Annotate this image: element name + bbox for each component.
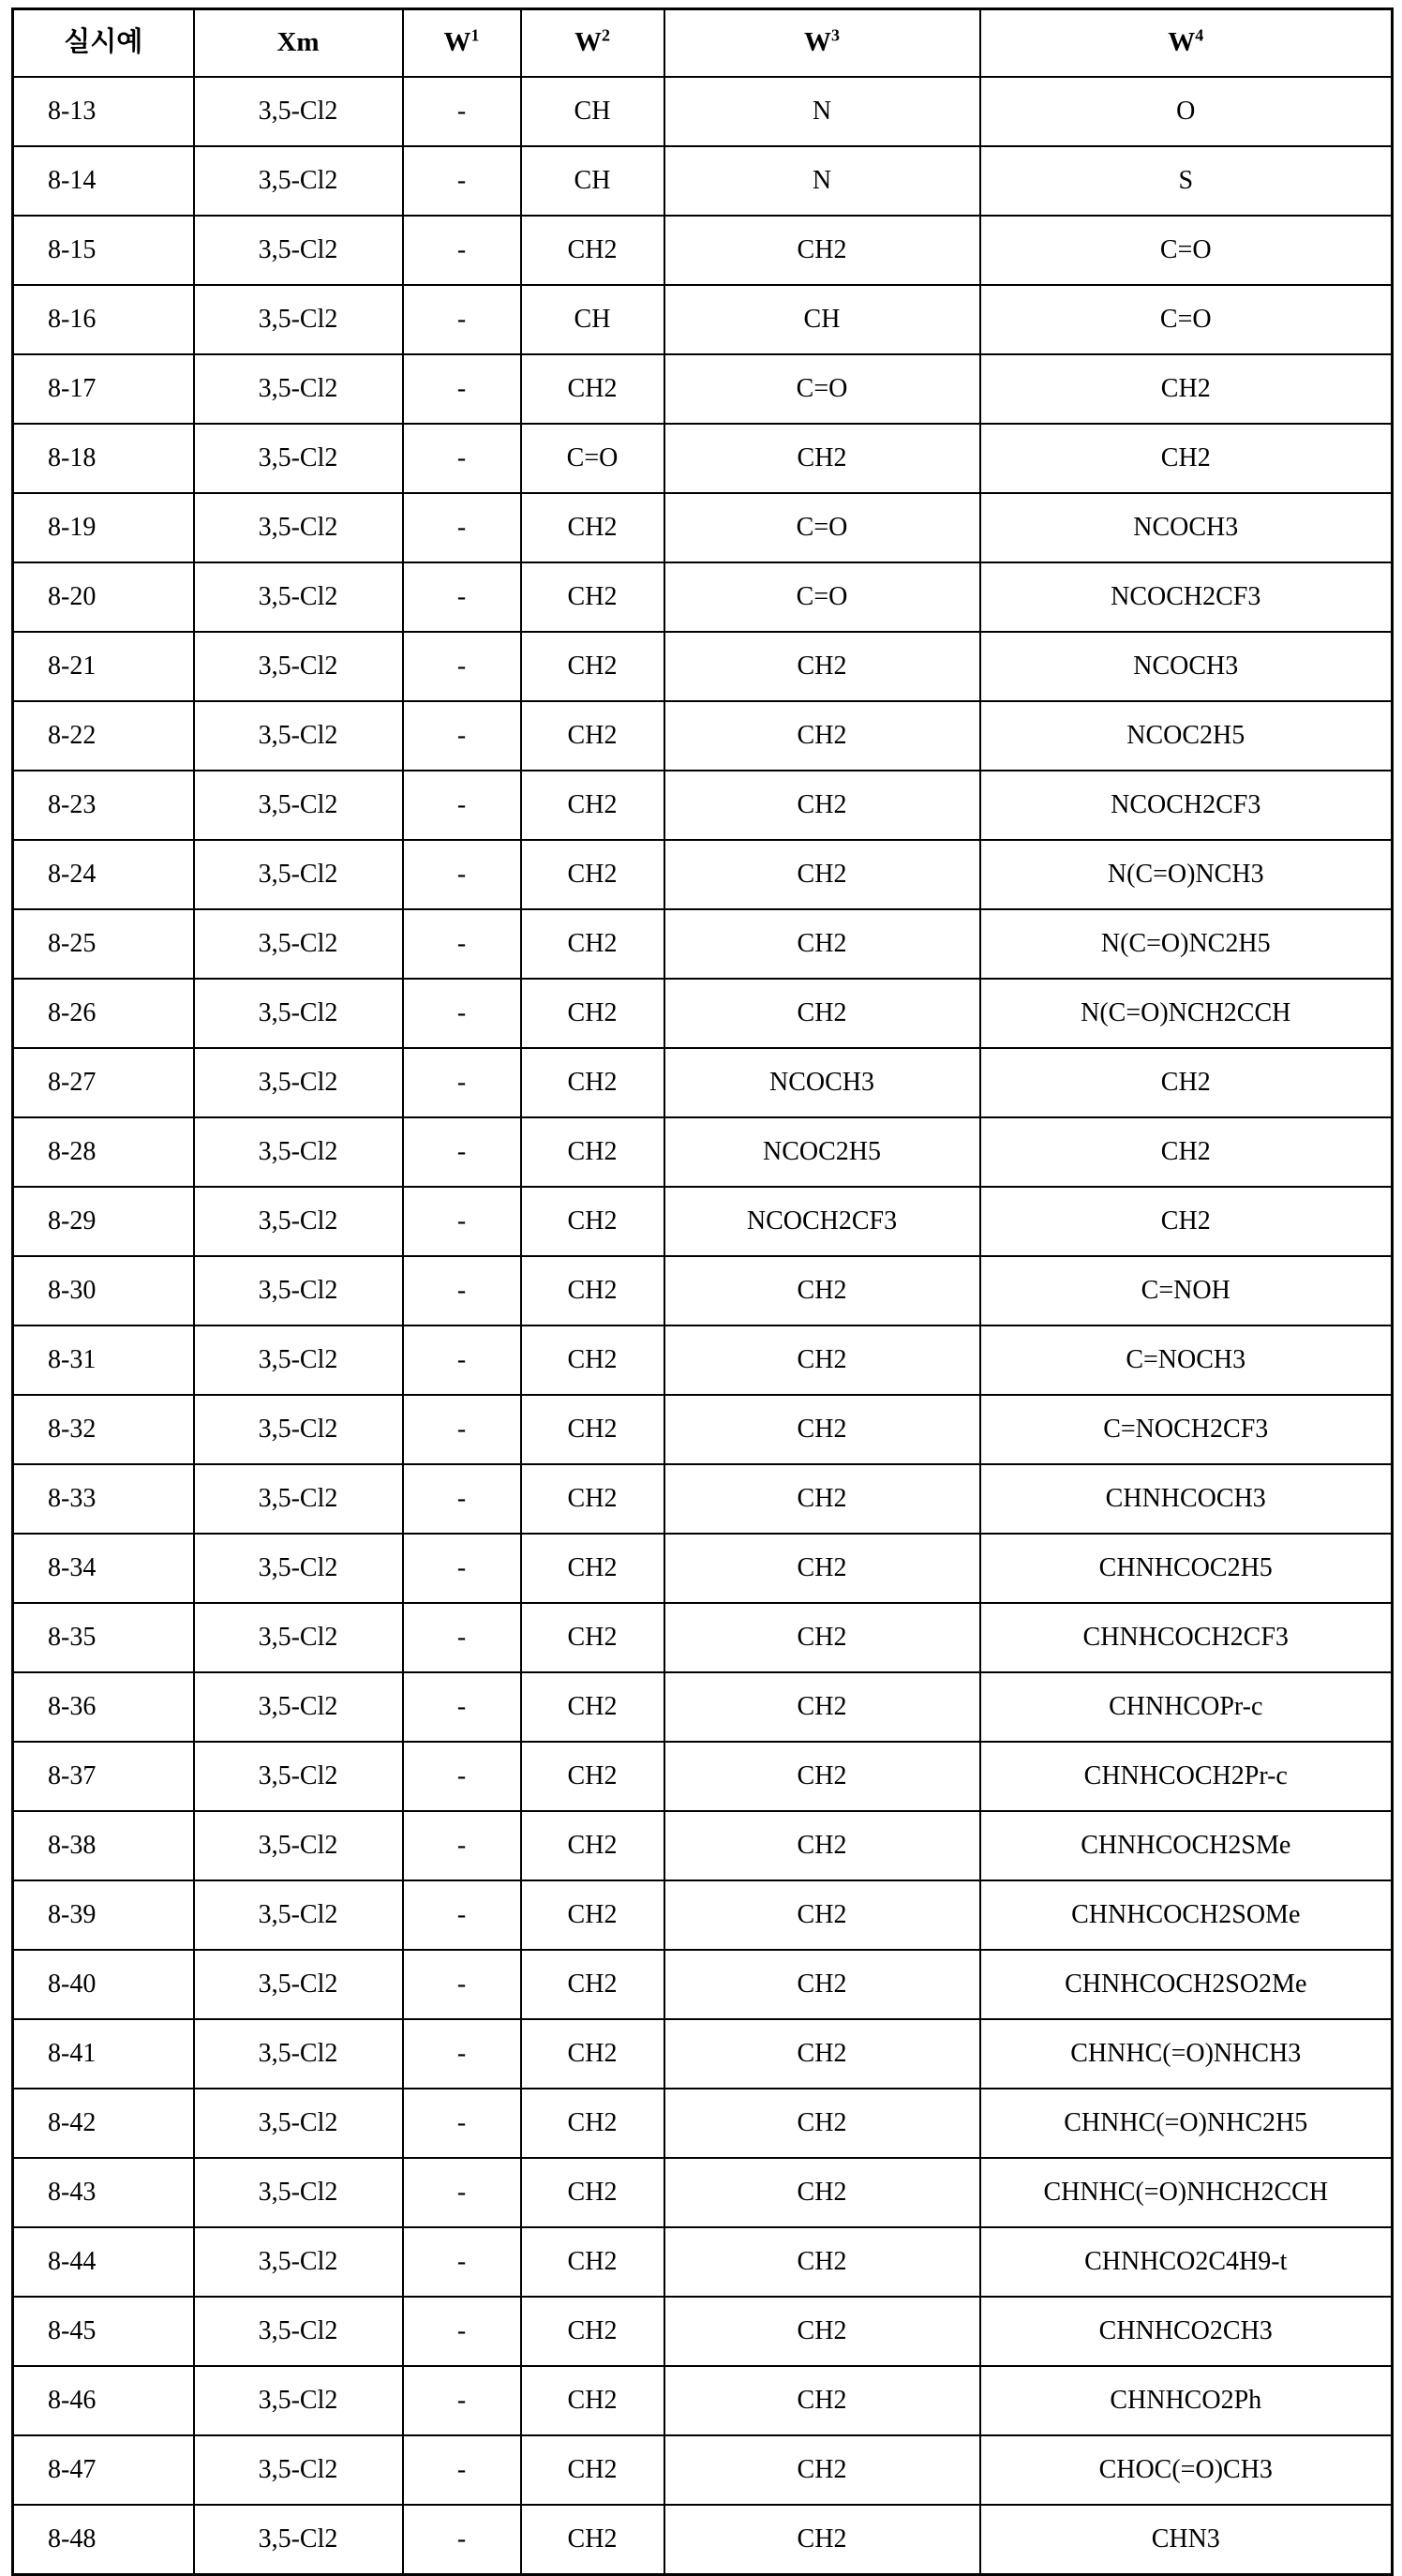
cell-xm: 3,5-Cl2 <box>194 493 403 562</box>
cell-w4: CHNHCO2Ph <box>980 2366 1393 2435</box>
cell-example: 8-31 <box>13 1325 194 1395</box>
cell-w2: CH2 <box>521 1534 664 1603</box>
col-header-w2 <box>521 9 664 78</box>
cell-w3: CH2 <box>664 1603 980 1672</box>
cell-example: 8-37 <box>13 1742 194 1811</box>
cell-w1: - <box>403 2227 521 2297</box>
cell-w1: - <box>403 1742 521 1811</box>
cell-w4: N(C=O)NC2H5 <box>980 909 1393 979</box>
table-row <box>13 1534 1393 1603</box>
cell-xm: 3,5-Cl2 <box>194 771 403 840</box>
cell-w1: - <box>403 562 521 632</box>
cell-w2: CH2 <box>521 771 664 840</box>
cell-w3: CH2 <box>664 216 980 285</box>
cell-xm: 3,5-Cl2 <box>194 1811 403 1880</box>
cell-w2: CH2 <box>521 2435 664 2505</box>
cell-w4: CHNHCOCH2SO2Me <box>980 1950 1393 2019</box>
cell-w2: CH2 <box>521 1187 664 1256</box>
cell-w4: NCOCH3 <box>980 632 1393 701</box>
cell-w2: CH2 <box>521 979 664 1048</box>
cell-w3: CH2 <box>664 1880 980 1950</box>
cell-xm: 3,5-Cl2 <box>194 2297 403 2366</box>
cell-w2: CH2 <box>521 2505 664 2575</box>
cell-xm: 3,5-Cl2 <box>194 701 403 771</box>
cell-xm: 3,5-Cl2 <box>194 285 403 354</box>
table-row <box>13 2158 1393 2227</box>
cell-w4: CHNHCOC2H5 <box>980 1534 1393 1603</box>
table-row <box>13 979 1393 1048</box>
cell-w3: CH2 <box>664 1395 980 1464</box>
cell-w2: CH <box>521 285 664 354</box>
cell-xm: 3,5-Cl2 <box>194 216 403 285</box>
cell-example: 8-25 <box>13 909 194 979</box>
cell-w2: CH2 <box>521 1048 664 1117</box>
cell-xm: 3,5-Cl2 <box>194 909 403 979</box>
cell-w3: CH2 <box>664 840 980 909</box>
cell-xm: 3,5-Cl2 <box>194 1048 403 1117</box>
cell-w4: CHNHC(=O)NHCH2CCH <box>980 2158 1393 2227</box>
cell-w3: CH2 <box>664 2019 980 2089</box>
cell-w2: CH2 <box>521 2227 664 2297</box>
cell-example: 8-21 <box>13 632 194 701</box>
cell-w4: N(C=O)NCH2CCH <box>980 979 1393 1048</box>
table-row <box>13 2297 1393 2366</box>
cell-w2: CH2 <box>521 1117 664 1187</box>
cell-example: 8-34 <box>13 1534 194 1603</box>
col-header-w4-sup: 4 <box>1195 25 1204 45</box>
table-row <box>13 285 1393 354</box>
cell-w3: NCOCH2CF3 <box>664 1187 980 1256</box>
cell-xm: 3,5-Cl2 <box>194 1187 403 1256</box>
cell-example: 8-44 <box>13 2227 194 2297</box>
cell-w3: CH <box>664 285 980 354</box>
cell-w1: - <box>403 1811 521 1880</box>
cell-w1: - <box>403 1395 521 1464</box>
cell-xm: 3,5-Cl2 <box>194 2505 403 2575</box>
col-header-w4 <box>980 9 1393 78</box>
cell-w4: C=O <box>980 285 1393 354</box>
cell-w2: CH2 <box>521 354 664 424</box>
cell-xm: 3,5-Cl2 <box>194 146 403 216</box>
cell-example: 8-17 <box>13 354 194 424</box>
cell-w4: N(C=O)NCH3 <box>980 840 1393 909</box>
table-row <box>13 424 1393 493</box>
cell-example: 8-43 <box>13 2158 194 2227</box>
cell-w2: CH2 <box>521 1880 664 1950</box>
cell-w1: - <box>403 146 521 216</box>
cell-xm: 3,5-Cl2 <box>194 562 403 632</box>
cell-xm: 3,5-Cl2 <box>194 2227 403 2297</box>
table-row <box>13 909 1393 979</box>
cell-w2: C=O <box>521 424 664 493</box>
cell-example: 8-16 <box>13 285 194 354</box>
cell-w2: CH2 <box>521 2366 664 2435</box>
cell-w4: CHNHCOCH2SOMe <box>980 1880 1393 1950</box>
table-row <box>13 1880 1393 1950</box>
cell-xm: 3,5-Cl2 <box>194 1603 403 1672</box>
cell-example: 8-30 <box>13 1256 194 1325</box>
cell-w4: CHNHCOCH3 <box>980 1464 1393 1534</box>
cell-w3: CH2 <box>664 1325 980 1395</box>
cell-w2: CH2 <box>521 1811 664 1880</box>
table-row <box>13 2366 1393 2435</box>
cell-w4: CH2 <box>980 1117 1393 1187</box>
cell-w3: CH2 <box>664 2297 980 2366</box>
cell-w1: - <box>403 771 521 840</box>
cell-w1: - <box>403 2505 521 2575</box>
cell-w2: CH2 <box>521 2158 664 2227</box>
cell-xm: 3,5-Cl2 <box>194 2089 403 2158</box>
cell-w1: - <box>403 701 521 771</box>
cell-w4: CHOC(=O)CH3 <box>980 2435 1393 2505</box>
cell-w4: CHNHC(=O)NHCH3 <box>980 2019 1393 2089</box>
cell-w4: CHNHC(=O)NHC2H5 <box>980 2089 1393 2158</box>
table-row <box>13 1811 1393 1880</box>
cell-w1: - <box>403 77 521 146</box>
cell-xm: 3,5-Cl2 <box>194 2435 403 2505</box>
cell-example: 8-41 <box>13 2019 194 2089</box>
cell-example: 8-46 <box>13 2366 194 2435</box>
cell-xm: 3,5-Cl2 <box>194 1256 403 1325</box>
cell-w2: CH2 <box>521 2089 664 2158</box>
cell-w3: CH2 <box>664 771 980 840</box>
cell-w3: CH2 <box>664 1256 980 1325</box>
cell-w4: CHNHCO2CH3 <box>980 2297 1393 2366</box>
cell-w2: CH2 <box>521 1395 664 1464</box>
table-row <box>13 1117 1393 1187</box>
table-row <box>13 840 1393 909</box>
cell-example: 8-33 <box>13 1464 194 1534</box>
table-row <box>13 2227 1393 2297</box>
table-row <box>13 2089 1393 2158</box>
table-row <box>13 1672 1393 1742</box>
cell-w1: - <box>403 2366 521 2435</box>
cell-w3: CH2 <box>664 2158 980 2227</box>
compound-table <box>11 7 1394 2576</box>
cell-example: 8-38 <box>13 1811 194 1880</box>
cell-w3: NCOCH3 <box>664 1048 980 1117</box>
cell-w4: CHNHCOPr-c <box>980 1672 1393 1742</box>
table-row <box>13 562 1393 632</box>
cell-w4: C=NOCH2CF3 <box>980 1395 1393 1464</box>
cell-w1: - <box>403 1672 521 1742</box>
cell-w3: CH2 <box>664 979 980 1048</box>
cell-w2: CH2 <box>521 632 664 701</box>
cell-w1: - <box>403 2158 521 2227</box>
cell-w2: CH2 <box>521 216 664 285</box>
cell-example: 8-36 <box>13 1672 194 1742</box>
table-row <box>13 1395 1393 1464</box>
cell-w4: NCOCH3 <box>980 493 1393 562</box>
col-header-example: 실시예 <box>13 9 194 78</box>
cell-example: 8-39 <box>13 1880 194 1950</box>
cell-w1: - <box>403 1325 521 1395</box>
cell-w1: - <box>403 1464 521 1534</box>
table-row <box>13 2019 1393 2089</box>
cell-w2: CH2 <box>521 1603 664 1672</box>
cell-xm: 3,5-Cl2 <box>194 1534 403 1603</box>
cell-w3: CH2 <box>664 2227 980 2297</box>
cell-w3: CH2 <box>664 2366 980 2435</box>
cell-example: 8-45 <box>13 2297 194 2366</box>
cell-xm: 3,5-Cl2 <box>194 979 403 1048</box>
cell-w1: - <box>403 493 521 562</box>
cell-example: 8-18 <box>13 424 194 493</box>
cell-example: 8-28 <box>13 1117 194 1187</box>
cell-w4: CH2 <box>980 424 1393 493</box>
cell-example: 8-47 <box>13 2435 194 2505</box>
cell-w3: N <box>664 77 980 146</box>
col-header-w4-base: W <box>1168 27 1196 58</box>
table-row <box>13 632 1393 701</box>
cell-w2: CH2 <box>521 1464 664 1534</box>
cell-w3: CH2 <box>664 1672 980 1742</box>
cell-w3: CH2 <box>664 701 980 771</box>
cell-w3: N <box>664 146 980 216</box>
cell-xm: 3,5-Cl2 <box>194 2019 403 2089</box>
cell-w2: CH2 <box>521 493 664 562</box>
cell-xm: 3,5-Cl2 <box>194 632 403 701</box>
cell-w3: CH2 <box>664 2089 980 2158</box>
cell-xm: 3,5-Cl2 <box>194 424 403 493</box>
table-row <box>13 493 1393 562</box>
cell-w1: - <box>403 216 521 285</box>
cell-w1: - <box>403 1603 521 1672</box>
cell-example: 8-13 <box>13 77 194 146</box>
cell-w4: C=NOH <box>980 1256 1393 1325</box>
table-row <box>13 146 1393 216</box>
cell-xm: 3,5-Cl2 <box>194 1880 403 1950</box>
cell-w2: CH2 <box>521 1950 664 2019</box>
cell-xm: 3,5-Cl2 <box>194 1464 403 1534</box>
cell-w1: - <box>403 354 521 424</box>
col-header-w2-base: W <box>574 27 602 58</box>
cell-w4: CHNHCOCH2CF3 <box>980 1603 1393 1672</box>
col-header-w1-sup: 1 <box>470 25 480 45</box>
cell-xm: 3,5-Cl2 <box>194 354 403 424</box>
cell-w4: CH2 <box>980 354 1393 424</box>
cell-w1: - <box>403 2297 521 2366</box>
cell-example: 8-32 <box>13 1395 194 1464</box>
table-row <box>13 771 1393 840</box>
table-row <box>13 1048 1393 1117</box>
cell-xm: 3,5-Cl2 <box>194 1742 403 1811</box>
table-row <box>13 1464 1393 1534</box>
cell-w3: CH2 <box>664 1811 980 1880</box>
cell-w4: NCOCH2CF3 <box>980 771 1393 840</box>
cell-w2: CH2 <box>521 1325 664 1395</box>
cell-example: 8-19 <box>13 493 194 562</box>
cell-w2: CH2 <box>521 909 664 979</box>
col-header-w1-base: W <box>443 27 471 58</box>
cell-w2: CH2 <box>521 562 664 632</box>
table-row <box>13 354 1393 424</box>
cell-w4: S <box>980 146 1393 216</box>
cell-w3: NCOC2H5 <box>664 1117 980 1187</box>
cell-w1: - <box>403 1256 521 1325</box>
table-row <box>13 2505 1393 2575</box>
cell-w1: - <box>403 909 521 979</box>
col-header-w3-sup: 3 <box>831 25 840 45</box>
cell-example: 8-42 <box>13 2089 194 2158</box>
cell-xm: 3,5-Cl2 <box>194 840 403 909</box>
cell-w3: CH2 <box>664 1950 980 2019</box>
cell-w1: - <box>403 2435 521 2505</box>
cell-w3: C=O <box>664 493 980 562</box>
table-row <box>13 1325 1393 1395</box>
cell-w3: CH2 <box>664 424 980 493</box>
cell-w3: CH2 <box>664 909 980 979</box>
cell-w3: CH2 <box>664 1742 980 1811</box>
table-row <box>13 1603 1393 1672</box>
col-header-w2-sup: 2 <box>602 25 610 45</box>
cell-w3: CH2 <box>664 632 980 701</box>
cell-w4: C=NOCH3 <box>980 1325 1393 1395</box>
cell-w1: - <box>403 979 521 1048</box>
table-row <box>13 1742 1393 1811</box>
cell-xm: 3,5-Cl2 <box>194 1395 403 1464</box>
cell-w1: - <box>403 2089 521 2158</box>
cell-w2: CH2 <box>521 2019 664 2089</box>
cell-w3: C=O <box>664 354 980 424</box>
cell-w3: CH2 <box>664 2435 980 2505</box>
cell-xm: 3,5-Cl2 <box>194 1672 403 1742</box>
cell-w2: CH2 <box>521 1742 664 1811</box>
table-body <box>13 77 1393 2575</box>
cell-example: 8-35 <box>13 1603 194 1672</box>
cell-w1: - <box>403 1950 521 2019</box>
cell-example: 8-20 <box>13 562 194 632</box>
cell-xm: 3,5-Cl2 <box>194 1325 403 1395</box>
col-header-w3-base: W <box>804 27 831 58</box>
table-row <box>13 216 1393 285</box>
cell-w2: CH <box>521 77 664 146</box>
cell-w1: - <box>403 1187 521 1256</box>
cell-xm: 3,5-Cl2 <box>194 77 403 146</box>
cell-w1: - <box>403 2019 521 2089</box>
cell-w4: CHNHCOCH2SMe <box>980 1811 1393 1880</box>
cell-w2: CH2 <box>521 701 664 771</box>
cell-xm: 3,5-Cl2 <box>194 2366 403 2435</box>
cell-w1: - <box>403 632 521 701</box>
cell-w4: NCOCH2CF3 <box>980 562 1393 632</box>
cell-w4: C=O <box>980 216 1393 285</box>
cell-example: 8-29 <box>13 1187 194 1256</box>
table-row <box>13 77 1393 146</box>
table-row <box>13 2435 1393 2505</box>
cell-w1: - <box>403 1880 521 1950</box>
cell-w4: CH2 <box>980 1048 1393 1117</box>
table-row <box>13 1187 1393 1256</box>
cell-w2: CH2 <box>521 1256 664 1325</box>
cell-example: 8-48 <box>13 2505 194 2575</box>
cell-xm: 3,5-Cl2 <box>194 1117 403 1187</box>
cell-example: 8-26 <box>13 979 194 1048</box>
cell-w2: CH2 <box>521 1672 664 1742</box>
col-header-w1 <box>403 9 521 78</box>
cell-w4: CHNHCOCH2Pr-c <box>980 1742 1393 1811</box>
table-row <box>13 701 1393 771</box>
cell-w4: O <box>980 77 1393 146</box>
cell-w2: CH <box>521 146 664 216</box>
col-header-xm: Xm <box>194 9 403 78</box>
cell-w3: CH2 <box>664 2505 980 2575</box>
cell-example: 8-24 <box>13 840 194 909</box>
table-row <box>13 1256 1393 1325</box>
cell-w3: C=O <box>664 562 980 632</box>
cell-w2: CH2 <box>521 2297 664 2366</box>
cell-example: 8-15 <box>13 216 194 285</box>
cell-w3: CH2 <box>664 1534 980 1603</box>
cell-example: 8-27 <box>13 1048 194 1117</box>
cell-xm: 3,5-Cl2 <box>194 1950 403 2019</box>
table-row <box>13 1950 1393 2019</box>
cell-w4: CHNHCO2C4H9-t <box>980 2227 1393 2297</box>
cell-xm: 3,5-Cl2 <box>194 2158 403 2227</box>
cell-w1: - <box>403 285 521 354</box>
cell-example: 8-14 <box>13 146 194 216</box>
cell-w4: CH2 <box>980 1187 1393 1256</box>
cell-w3: CH2 <box>664 1464 980 1534</box>
col-header-w3 <box>664 9 980 78</box>
table-header-row <box>13 9 1393 78</box>
cell-w4: NCOC2H5 <box>980 701 1393 771</box>
cell-w1: - <box>403 1117 521 1187</box>
cell-w1: - <box>403 1534 521 1603</box>
cell-w1: - <box>403 1048 521 1117</box>
cell-w1: - <box>403 840 521 909</box>
cell-example: 8-40 <box>13 1950 194 2019</box>
cell-example: 8-22 <box>13 701 194 771</box>
cell-example: 8-23 <box>13 771 194 840</box>
cell-w4: CHN3 <box>980 2505 1393 2575</box>
cell-w1: - <box>403 424 521 493</box>
cell-w2: CH2 <box>521 840 664 909</box>
